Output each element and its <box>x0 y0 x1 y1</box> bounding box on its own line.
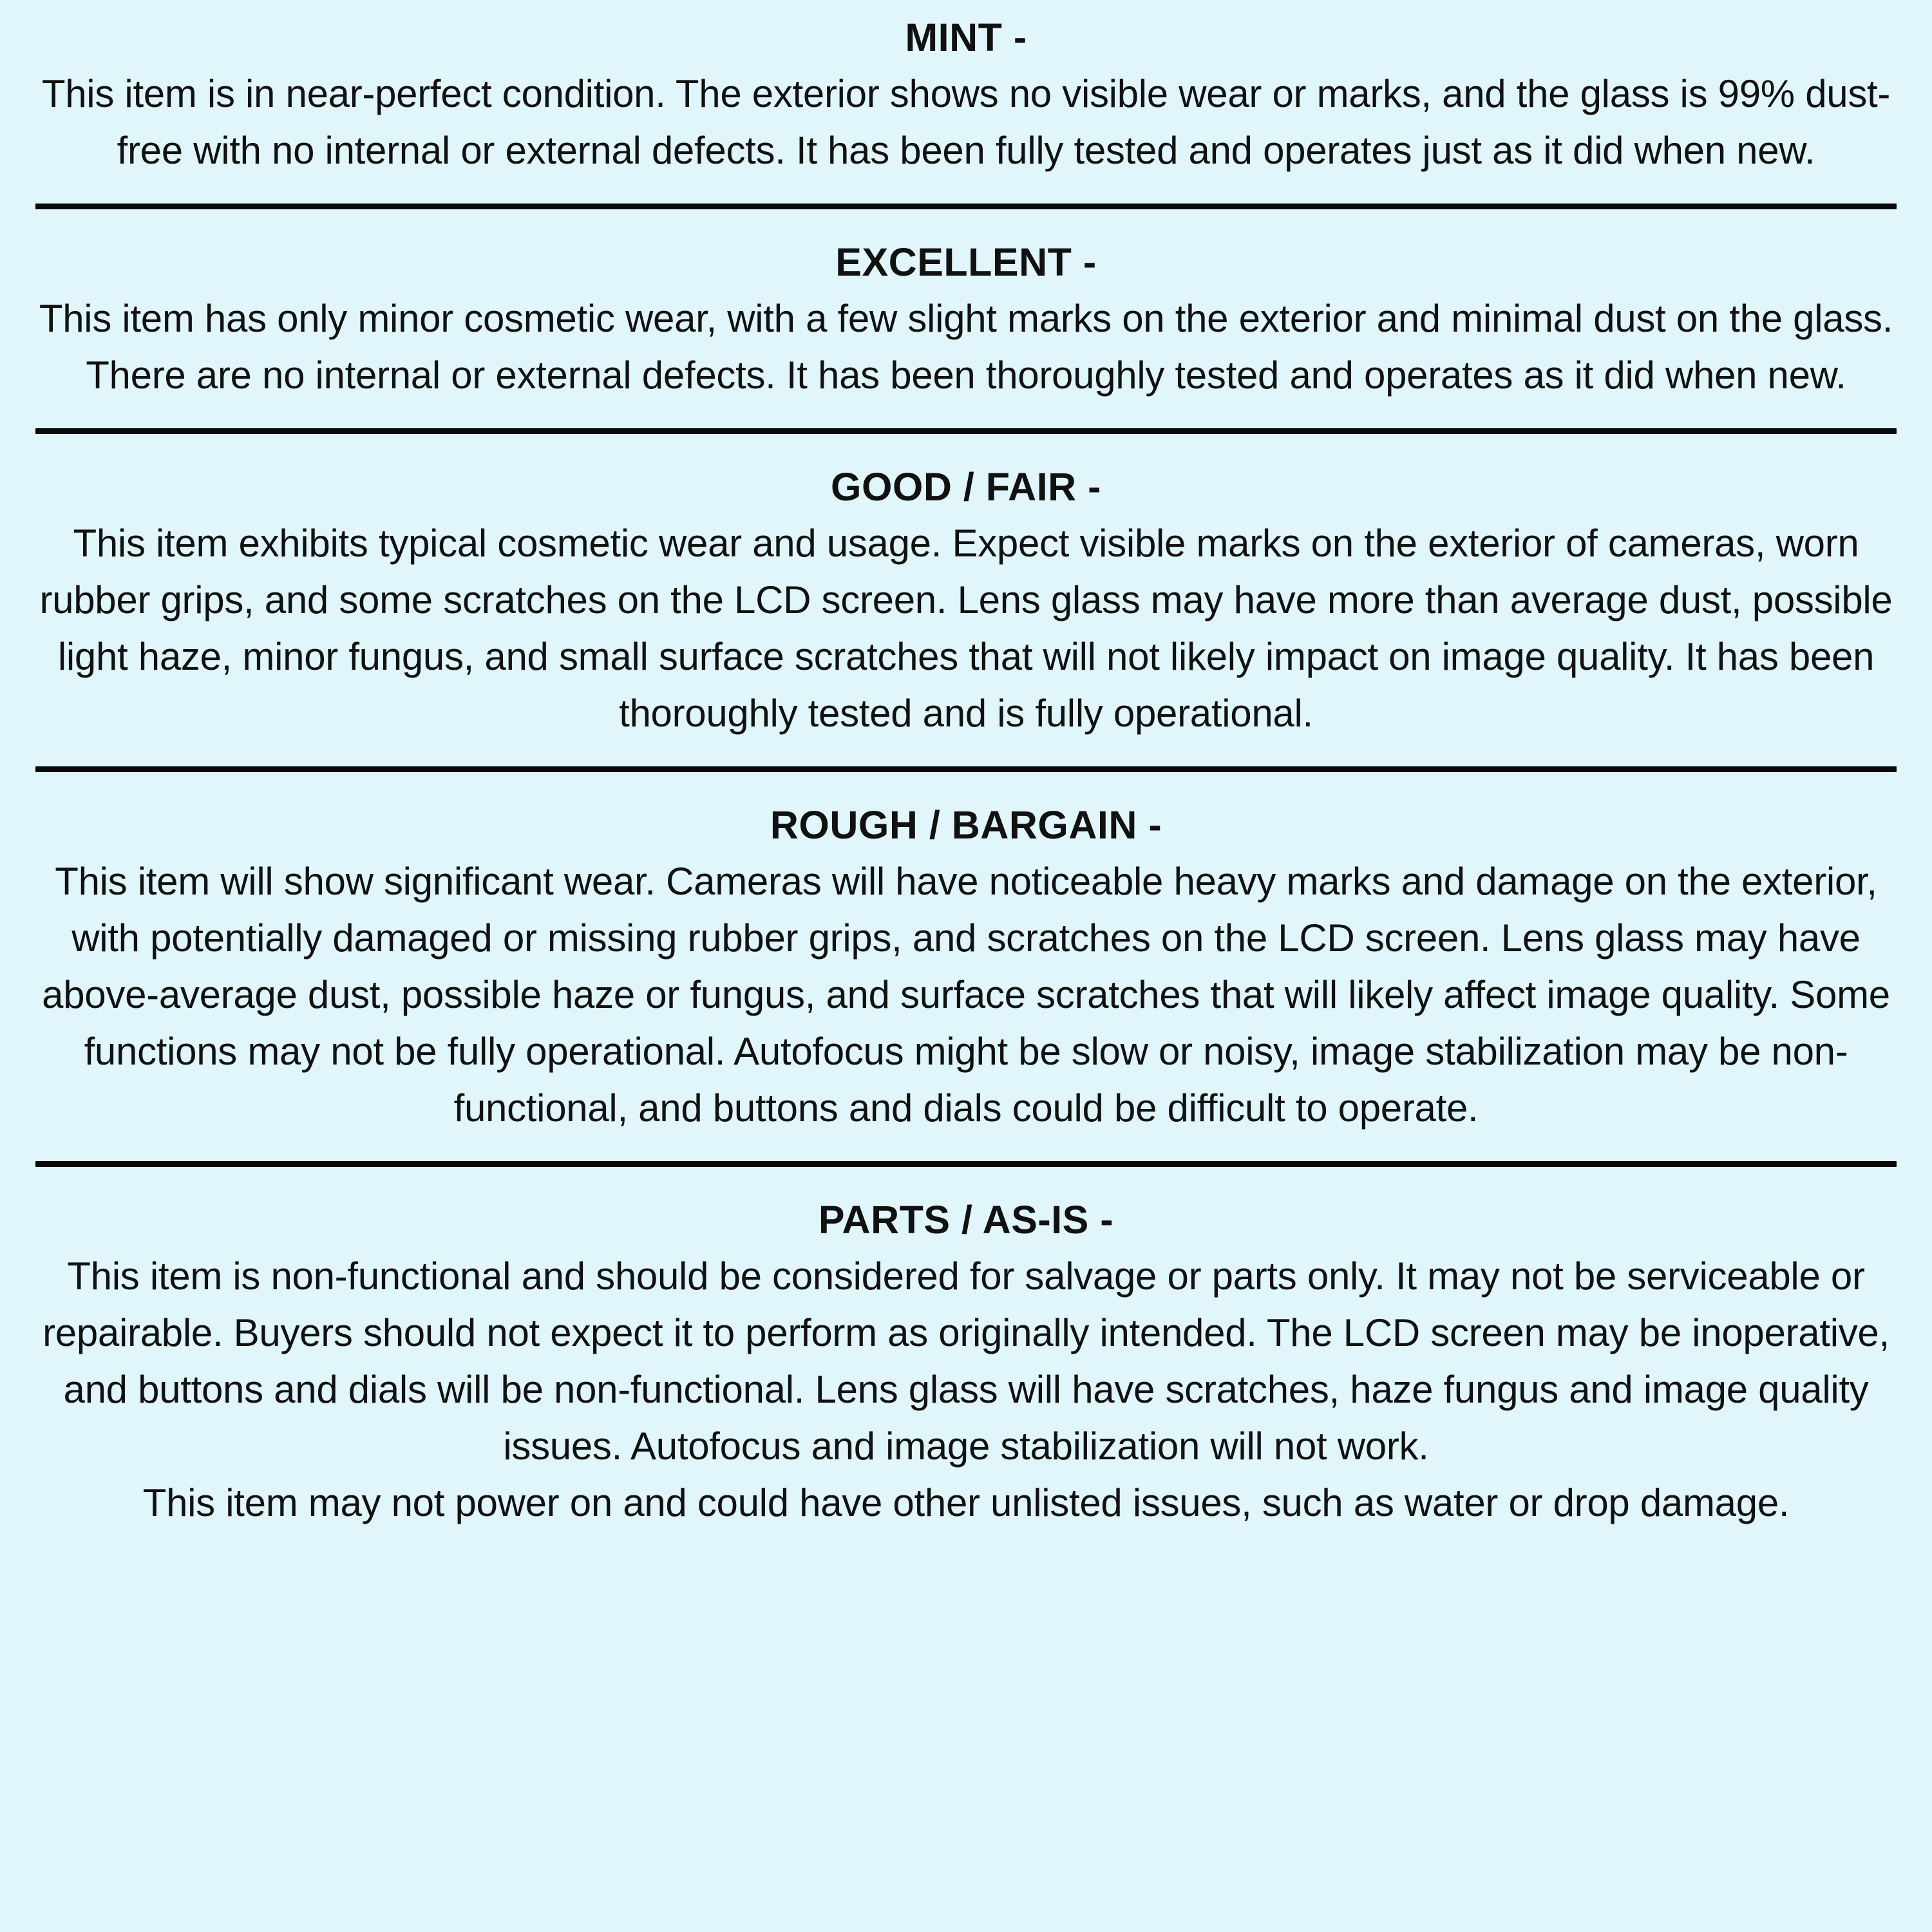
grade-section-mint <box>0 9 1932 179</box>
section-divider <box>35 428 1897 434</box>
grade-description-parts-as-is-note: This item may not power on and could have other unlisted issues, such as water or drop damage. <box>142 1481 1790 1524</box>
grade-description-mint: This item is in near-perfect condition. The exterior shows no visible wear or marks, and the glass is 99% dust-free with no internal or external defects. It has been fully tested and operates just as it did when new. <box>41 72 1891 172</box>
grade-section-parts-as-is <box>0 1191 1932 1531</box>
section-divider <box>35 766 1897 772</box>
grade-description-parts-as-is: This item is non-functional and should be considered for salvage or parts only. It may not be serviceable or repairable. Buyers should not expect it to perform as originally intended. The LCD screen may be inoperative, and buttons and dials will be non-functional. Lens glass will have scratches, haze fungus and image quality issues. Autofocus and image stabilization will not work. <box>43 1255 1889 1468</box>
grade-section-good-fair <box>0 459 1932 742</box>
grade-heading-mint: MINT - <box>905 15 1027 59</box>
grade-heading-good-fair: GOOD / FAIR - <box>831 465 1101 509</box>
grade-section-excellent <box>0 234 1932 404</box>
grade-description-good-fair: This item exhibits typical cosmetic wear and usage. Expect visible marks on the exterior of cameras, worn rubber grips, and some scratches on the LCD screen. Lens glass may have more than average dust, possible light haze, minor fungus, and small surface scratches that will not likely impact on image quality. It has been thoroughly tested and is fully operational. <box>39 522 1893 735</box>
grade-section-rough-bargain <box>0 797 1932 1137</box>
grade-heading-excellent: EXCELLENT - <box>835 240 1097 284</box>
section-divider <box>35 1161 1897 1167</box>
grade-heading-rough-bargain: ROUGH / BARGAIN - <box>770 803 1162 847</box>
section-divider <box>35 204 1897 209</box>
grade-heading-parts-as-is: PARTS / AS-IS - <box>818 1198 1114 1242</box>
grade-description-rough-bargain: This item will show significant wear. Cameras will have noticeable heavy marks and damage on the exterior, with potentially damaged or missing rubber grips, and scratches on the LCD screen. Lens glass may have above-average dust, possible haze or fungus, and surface scratches that will likely affect image quality. Some functions may not be fully operational. Autofocus might be slow or noisy, image stabilization may be non-functional, and buttons and dials could be difficult to operate. <box>42 860 1890 1130</box>
grade-description-excellent: This item has only minor cosmetic wear, with a few slight marks on the exterior and minimal dust on the glass. There are no internal or external defects. It has been thoroughly tested and operates as it did when new. <box>39 297 1893 397</box>
